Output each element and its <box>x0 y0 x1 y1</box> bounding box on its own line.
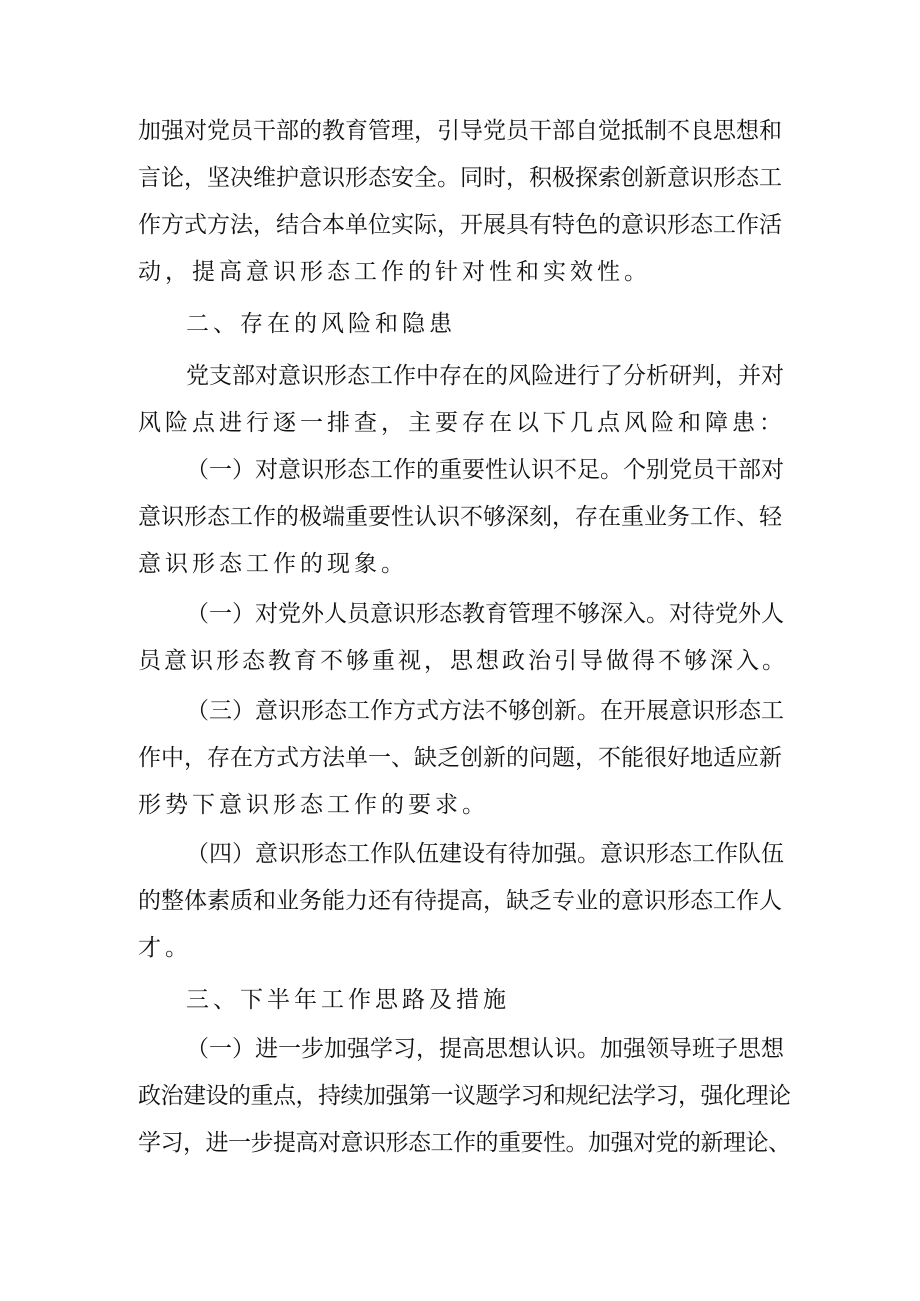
text-line: （一）对党外人员意识形态教育管理不够深入。对待党外人 <box>186 601 784 627</box>
text-line: 言论，坚决维护意识形态安全。同时，积极探索创新意识形态工 <box>138 165 782 191</box>
text-line: （一）对意识形态工作的重要性认识不足。个别党员干部对 <box>186 457 784 483</box>
text-line: 学习，进一步提高对意识形态工作的重要性。加强对党的新理论、 <box>138 1130 791 1156</box>
section-heading: 三、下半年工作思路及措施 <box>186 987 510 1013</box>
text-line: （三）意识形态工作方式方法不够创新。在开展意识形态工 <box>186 698 784 724</box>
text-line: 动，提高意识形态工作的针对性和实效性。 <box>138 259 651 285</box>
text-line: 作中，存在方式方法单一、缺乏创新的问题，不能很好地适应新 <box>138 745 782 771</box>
text-line: 党支部对意识形态工作中存在的风险进行了分析研判，并对 <box>186 363 784 389</box>
text-line: （四）意识形态工作队伍建设有待加强。意识形态工作队伍 <box>186 841 784 867</box>
text-line: 员意识形态教育不够重视，思想政治引导做得不够深入。 <box>138 648 788 674</box>
text-line: 加强对党员干部的教育管理，引导党员干部自觉抵制不良思想和 <box>138 118 782 144</box>
section-heading: 二、存在的风险和隐患 <box>186 311 456 337</box>
text-line: 才。 <box>138 935 192 961</box>
text-line: 风险点进行逐一排查，主要存在以下几点风险和障患： <box>138 410 786 436</box>
text-line: 的整体素质和业务能力还有待提高，缺乏专业的意识形态工作人 <box>138 888 782 914</box>
text-line: （一）进一步加强学习，提高思想认识。加强领导班子思想 <box>186 1036 784 1062</box>
text-line: 形势下意识形态工作的要求。 <box>138 792 489 818</box>
text-line: 意识形态工作的现象。 <box>138 551 408 577</box>
text-line: 政治建设的重点，持续加强第一议题学习和规纪法学习，强化理论 <box>138 1083 791 1109</box>
text-line: 意识形态工作的极端重要性认识不够深刻，存在重业务工作、轻 <box>138 504 782 530</box>
text-line: 作方式方法，结合本单位实际，开展具有特色的意识形态工作活 <box>138 212 782 238</box>
